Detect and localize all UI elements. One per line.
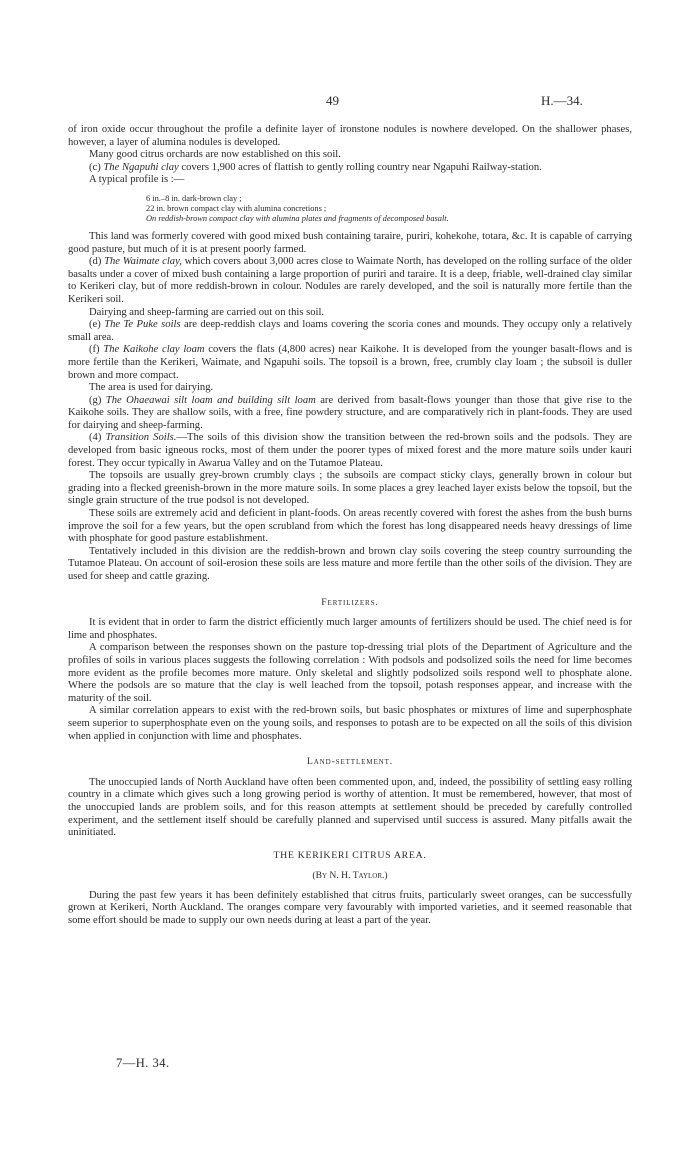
paragraph: of iron oxide occur throughout the profile a definite layer of ironstone nodules is nowhere developed. On the shallower phases, however, a layer of alumina nodules is developed. — [68, 124, 632, 148]
soil-name: The Waimate clay, — [104, 256, 182, 268]
paragraph — [68, 395, 632, 433]
soil-profile — [146, 194, 632, 224]
page-body — [68, 124, 632, 928]
paragraph — [68, 162, 632, 175]
paragraph — [68, 319, 632, 344]
section-heading-kerikeri: THE KERIKERI CITRUS AREA. — [273, 849, 427, 861]
paragraph: These soils are extremely acid and deficient in plant-foods. On areas recently covered with forest the ashes from the bush burns improve the soil for a few years, but the open scrubland from which the forest has long disappeared needs heavy dressings of lime with phosphate for good pasture establishment. — [68, 508, 632, 545]
item-prefix: (c) — [89, 161, 104, 173]
document-reference: H.—34. — [541, 93, 583, 108]
footer-signature: 7—H. 34. — [116, 1056, 170, 1070]
paragraph: This land was formerly covered with good mixed bush containing taraire, puriri, kohekohe, totara, &c. It is capable of carrying good pasture, but much of it is at present poorly farmed. — [68, 230, 632, 255]
paragraph: The unoccupied lands of North Auckland have often been commented upon, and, indeed, the possibility of settling easy rolling country in a climate which gives such a long growing period is worthy of attention. It must be remembered, however, that most of the unoccupied lands are problem soils, and for this reason attempts at settlement should be preceded by carefully controlled experiment, and the settlement itself should be carefully planned and supervised until success is assured. Many pitfalls await the uninitiated. — [68, 776, 632, 839]
paragraph: During the past few years it has been definitely established that citrus fruits, particularly sweet oranges, can be successfully grown at Kerikeri, North Auckland. The oranges compare very favourably with imported varieties, and it seemed reasonable that some effort should be made to supply our own needs during at least a part of the year. — [68, 889, 632, 927]
paragraph-text: which covers about 3,000 acres close to Waimate North, has developed on the rolling surface of the older basalts under a cover of mixed bush containing a large proportion of puriri and taraire. It is a deep, friable, well-drained clay similar to Kerikeri clay, but of more reddish-brown in colour. Nodules are rarely developed, and the soil is naturally more fertile than the Kerikeri soil. — [68, 256, 632, 305]
section-heading-fertilizers: Fertilizers. — [321, 596, 379, 608]
profile-line: 6 in.–8 in. dark-brown clay ; — [146, 193, 242, 203]
paragraph-text: are deep-reddish clays and loams covering the scoria cones and mounds. They occupy only a relatively small area. — [68, 319, 632, 343]
item-prefix: (e) — [89, 319, 105, 331]
item-prefix: (4) — [89, 432, 106, 444]
soil-name: The Ohaeawai silt loam and building silt loam — [105, 394, 316, 406]
item-prefix: (g) — [89, 394, 106, 406]
paragraph: It is evident that in order to farm the district efficiently much larger amounts of fertilizers should be used. The chief need is for lime and phosphates. — [68, 617, 632, 641]
paragraph: A comparison between the responses shown on the pasture top-dressing trial plots of the Department of Agriculture and the profiles of soils in various places suggests the following correlation : With podsols and podsolized soils the need for lime becomes more evident as the profile becomes more mature. Only skeletal and slightly podsolized soils respond well to phosphate alone. Where the podsols are so mature that the clay is well leached from the topsoil, potash responses appear, and increase with the maturity of the soil. — [68, 642, 632, 704]
paragraph-text: —The soils of this division show the transition between the red-brown soils and the podsols. They are developed from basic igneous rocks, most of them under the poorer types of mixed forest and the more mature soils under kauri forest. They occur typically in Awarua Valley and on the Tutamoe Plateau. — [68, 432, 632, 469]
paragraph — [68, 432, 632, 470]
soil-name: The Te Puke soils — [104, 319, 181, 331]
author-byline: (By N. H. Taylor.) — [312, 870, 388, 882]
page-number: 49 — [326, 93, 339, 108]
paragraph-text: are derived from basalt-flows younger than those that give rise to the Kaikohe soils. They are shallow soils, with a free, fine powdery structure, and are comparatively rich in plant-foods. They are used for dairying and sheep-farming. — [68, 394, 632, 431]
paragraph: The area is used for dairying. — [89, 382, 214, 394]
paragraph: Dairying and sheep-farming are carried out on this soil. — [89, 306, 325, 318]
paragraph: Many good citrus orchards are now established on this soil. — [89, 149, 341, 161]
paragraph — [68, 344, 632, 382]
item-prefix: (d) — [89, 256, 105, 268]
soil-name: The Ngapuhi clay — [103, 161, 179, 173]
section-heading-land-settlement: Land-settlement. — [306, 756, 394, 768]
paragraph: Tentatively included in this division are the reddish-brown and brown clay soils covering the steep country surrounding the Tutamoe Plateau. On account of soil-erosion these soils are less mature and more fertile than the other soils of the division. They are used for sheep and cattle grazing. — [68, 545, 632, 582]
paragraph: A typical profile is :— — [89, 174, 185, 186]
profile-line: On reddish-brown compact clay with alumina plates and fragments of decomposed basalt. — [146, 213, 449, 223]
soil-name: The Kaikohe clay loam — [103, 344, 205, 356]
page-header — [0, 95, 700, 109]
paragraph-text: covers the flats (4,800 acres) near Kaikohe. It is developed from the younger basalt-flows and is more fertile than the Kerikeri, Waimate, and Ngapuhi soils. The topsoil is a brown, free, crumbly clay loam ; the subsoil is duller brown and more compact. — [68, 344, 632, 381]
profile-line: 22 in. brown compact clay with alumina concretions ; — [146, 203, 327, 213]
section-title: Transition Soils. — [105, 432, 177, 444]
paragraph — [68, 256, 632, 306]
item-prefix: (f) — [89, 344, 104, 356]
paragraph: The topsoils are usually grey-brown crumbly clays ; the subsoils are compact sticky clays, generally brown in colour but grading into a flecked greenish-brown in the more mature soils. In some places a grey leached layer exists below the topsoil, but the single grain structure of the true podsol is not developed. — [68, 470, 632, 507]
paragraph: A similar correlation appears to exist with the red-brown soils, but basic phosphates or mixtures of lime and superphosphate seem superior to superphosphate even on the young soils, and responses to potash are to be expected on all the soils of this division when applied in conjunction with lime and phosphates. — [68, 705, 632, 742]
paragraph-text: covers 1,900 acres of flattish to gently rolling country near Ngapuhi Railway-station. — [178, 161, 542, 173]
